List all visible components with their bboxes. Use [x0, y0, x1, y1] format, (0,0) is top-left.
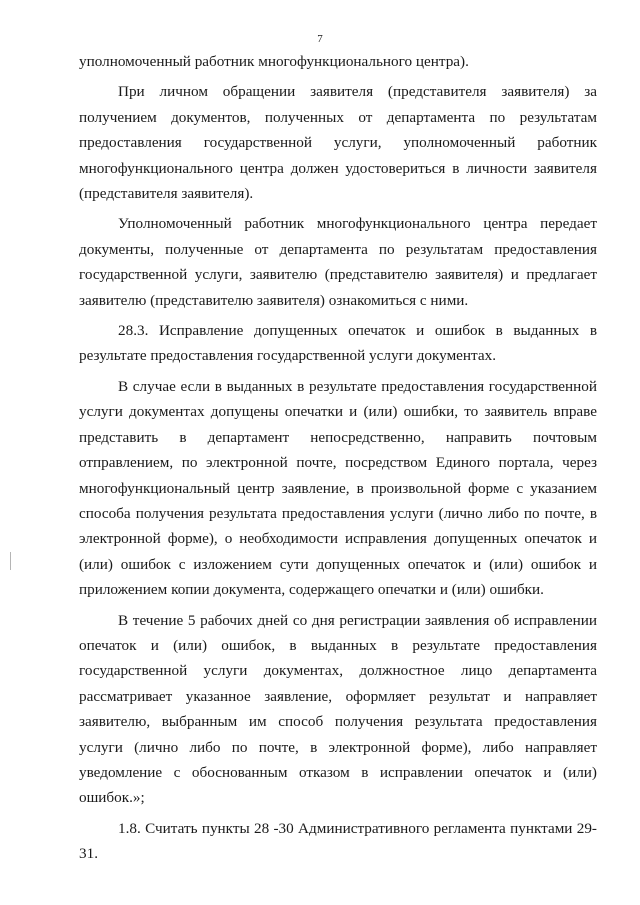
document-body	[79, 49, 597, 872]
paragraph-correction-request: В случае если в выданных в результате предоставления государственной услуги документах допущены опечатки и (или) ошибки, то заявитель вправе представить в департамент непосредственно, направить почтовым отправлением, по электронной почте, посредством Единого портала, через многофункциональный центр заявление, в произвольной форме с указанием способа получения результата предоставления услуги (лично либо по почте, в электронной форме), о необходимости исправления допущенных опечаток и (или) ошибок с изложением сути допущенных опечаток и (или) ошибок и приложением копии документа, содержащего опечатки и (или) ошибки.	[79, 377, 597, 599]
paragraph-documents-handover: Уполномоченный работник многофункционального центра передает документы, полученные от департамента по результатам предоставления государственной услуги, заявителю (представителю заявителя) и предлагает заявителю (представителю заявителя) ознакомиться с ними.	[79, 215, 597, 309]
paragraph-personal-visit: При личном обращении заявителя (представителя заявителя) за получением документов, полученных от департамента по результатам предоставления государственной услуги, уполномоченный работник многофункционального центра должен удостовериться в личности заявителя (представителя заявителя).	[79, 83, 597, 203]
paragraph-continuation: уполномоченный работник многофункционального центра).	[79, 53, 469, 70]
scan-margin-mark	[10, 552, 11, 570]
paragraph-item-1-8: 1.8. Считать пункты 28 -30 Административного регламента пунктами 29-31.	[79, 819, 597, 863]
page-number: 7	[317, 33, 323, 45]
paragraph-section-28-3: 28.3. Исправление допущенных опечаток и ошибок в выданных в результате предоставления государственной услуги документах.	[79, 322, 597, 365]
paragraph-correction-deadline: В течение 5 рабочих дней со дня регистрации заявления об исправлении опечаток и (или) ошибок, в выданных в результате предоставления государственной услуги документах, должностное лицо департамента рассматривает указанное заявление, оформляет результат и направляет заявителю, выбранным им способ получения результата предоставления услуги (лично либо по почте, в электронной форме), либо направляет уведомление с обоснованным отказом в исправлении опечаток и (или) ошибок.»;	[79, 611, 597, 807]
